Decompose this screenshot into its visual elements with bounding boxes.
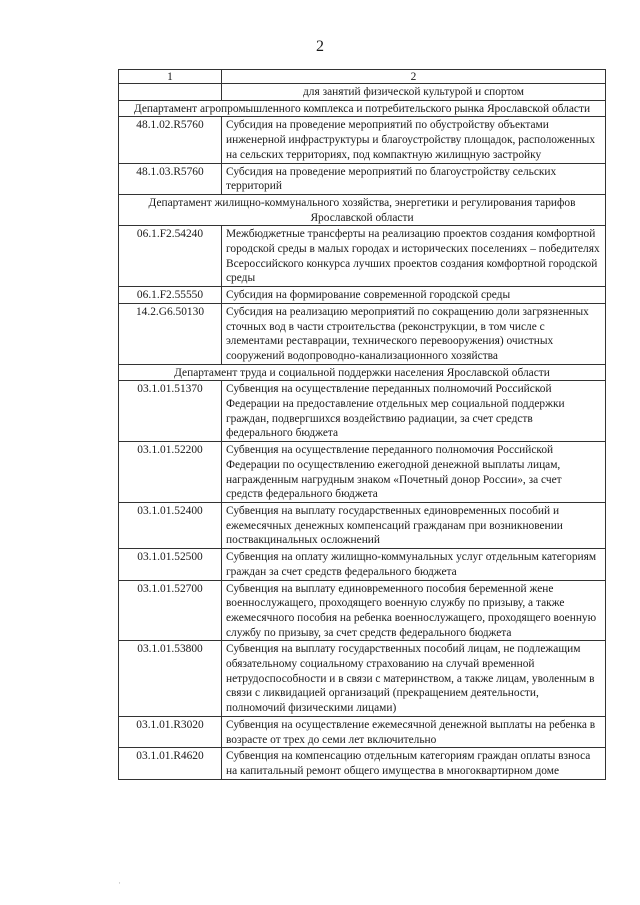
scan-edge-mark: ·: [118, 878, 121, 888]
row-code: 03.1.01.52500: [119, 549, 222, 580]
table-row: [119, 549, 606, 580]
table-body: [119, 84, 606, 780]
table-row: [119, 641, 606, 717]
row-code: 03.1.01.R3020: [119, 716, 222, 747]
row-code: 14.2.G6.50130: [119, 303, 222, 364]
row-description: Субвенция на осуществление переданного полномочия Российской Федерации по осуществлению ежегодной денежной выплаты лицам, награжденным нагрудным знаком «Почетный донор России», за счет средств федерального бюджета: [222, 442, 606, 503]
continuation-text: для занятий физической культурой и спортом: [222, 84, 606, 101]
row-description: Межбюджетные трансферты на реализацию проектов создания комфортной городской среды в малых городах и исторических поселениях – победителях Всероссийского конкурса лучших проектов создания комфортной городской среды: [222, 226, 606, 287]
row-code: 03.1.01.52200: [119, 442, 222, 503]
row-description: Субсидия на формирование современной городской среды: [222, 287, 606, 304]
row-description: Субвенция на компенсацию отдельным категориям граждан оплаты взноса на капитальный ремонт общего имущества в многоквартирном доме: [222, 748, 606, 779]
department-name: Департамент жилищно-коммунального хозяйства, энергетики и регулирования тарифов Ярославской области: [119, 194, 606, 225]
row-description: Субсидия на реализацию мероприятий по сокращению доли загрязненных сточных вод в части строительства (реконструкции, в том числе с элементами реставрации, технического перевооружения) очистных сооружений водопроводно-канализационного хозяйства: [222, 303, 606, 364]
row-description: Субвенция на осуществление переданных полномочий Российской Федерации на предоставление отдельных мер социальной поддержки граждан, подвергшихся воздействию радиации, за счет средств федерального бюджета: [222, 381, 606, 442]
department-row: [119, 194, 606, 225]
table-row: [119, 716, 606, 747]
row-description: Субсидия на проведение мероприятий по благоустройству сельских территорий: [222, 163, 606, 194]
row-code: 03.1.01.52700: [119, 580, 222, 641]
row-code: 06.1.F2.54240: [119, 226, 222, 287]
row-code: 03.1.01.52400: [119, 502, 222, 548]
row-description: Субвенция на оплату жилищно-коммунальных услуг отдельным категориям граждан за счет средств федерального бюджета: [222, 549, 606, 580]
row-description: Субвенция на осуществление ежемесячной денежной выплаты на ребенка в возрасте от трех до семи лет включительно: [222, 716, 606, 747]
table-row: [119, 287, 606, 304]
table-row: [119, 381, 606, 442]
table-row: [119, 580, 606, 641]
table-row: [119, 442, 606, 503]
table-row: [119, 303, 606, 364]
department-name: Департамент агропромышленного комплекса и потребительского рынка Ярославской области: [119, 100, 606, 117]
table-row: [119, 748, 606, 779]
row-code: 03.1.01.53800: [119, 641, 222, 717]
table-row: [119, 226, 606, 287]
row-code: 06.1.F2.55550: [119, 287, 222, 304]
row-description: Субвенция на выплату государственных пособий лицам, не подлежащим обязательному социальному страхованию на случай временной нетрудоспособности и в связи с материнством, а также лицам, уволенным в связи с ликвидацией организаций (прекращением деятельности, полномочий физическими лицами): [222, 641, 606, 717]
table-row: [119, 117, 606, 163]
row-description: Субвенция на выплату единовременного пособия беременной жене военнослужащего, проходящего военную службу по призыву, а также ежемесячного пособия на ребенка военнослужащего, проходящего военную службу по призыву, за счет средств федерального бюджета: [222, 580, 606, 641]
table-row: [119, 163, 606, 194]
row-code: 48.1.03.R5760: [119, 163, 222, 194]
page-number: 2: [316, 38, 324, 55]
department-row: [119, 364, 606, 381]
continuation-row: [119, 84, 606, 101]
row-code: 48.1.02.R5760: [119, 117, 222, 163]
table-row: [119, 502, 606, 548]
column-header-code: 1: [119, 70, 222, 84]
row-description: Субвенция на выплату государственных единовременных пособий и ежемесячных денежных компенсаций гражданам при возникновении поствакцинальных осложнений: [222, 502, 606, 548]
budget-table: [118, 69, 606, 780]
row-code-empty: [119, 84, 222, 101]
department-row: [119, 100, 606, 117]
row-code: 03.1.01.51370: [119, 381, 222, 442]
column-header-description: 2: [222, 70, 606, 84]
department-name: Департамент труда и социальной поддержки населения Ярославской области: [119, 364, 606, 381]
row-description: Субсидия на проведение мероприятий по обустройству объектами инженерной инфраструктуры и благоустройству площадок, расположенных на сельских территориях, под компактную жилищную застройку: [222, 117, 606, 163]
table-header-row: [119, 70, 606, 84]
row-code: 03.1.01.R4620: [119, 748, 222, 779]
